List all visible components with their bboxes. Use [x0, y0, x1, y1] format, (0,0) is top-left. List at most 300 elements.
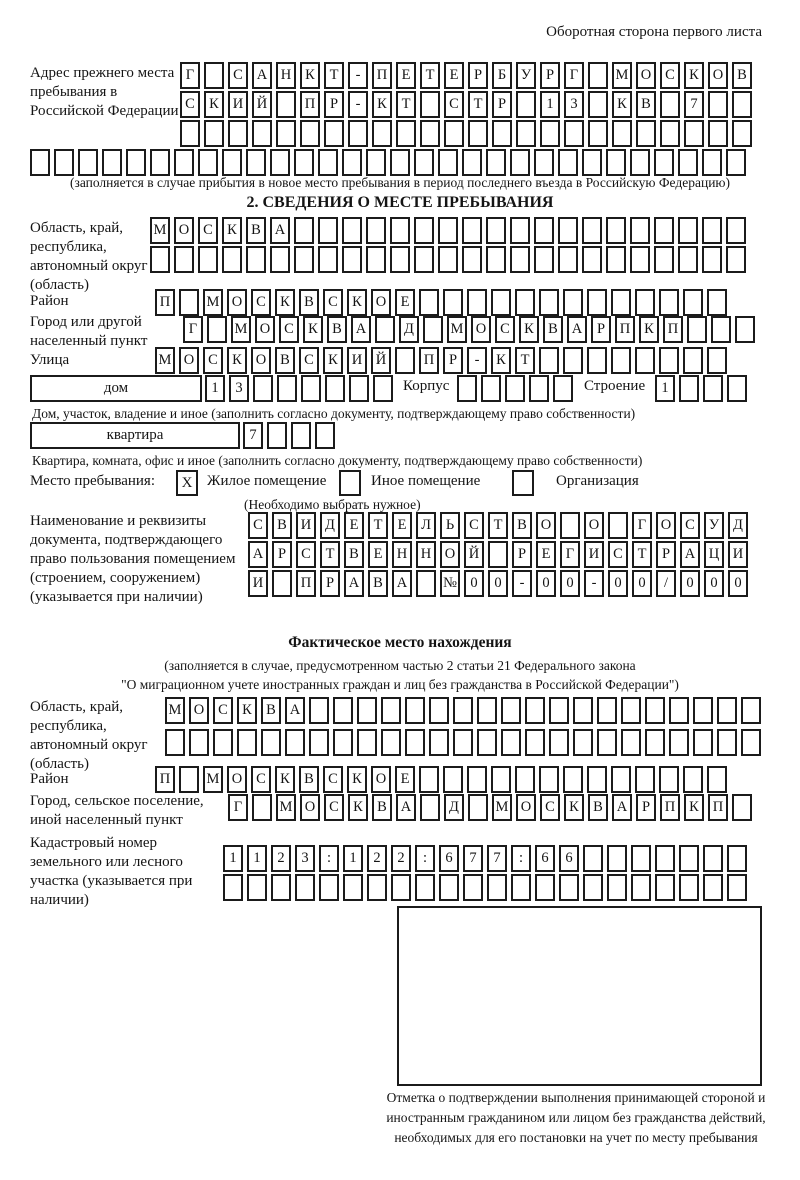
char-box[interactable]	[525, 697, 545, 724]
char-box[interactable]	[540, 120, 560, 147]
char-box[interactable]: П	[708, 794, 728, 821]
char-box[interactable]: -	[348, 91, 368, 118]
char-box[interactable]: В	[299, 289, 319, 316]
char-box[interactable]: Е	[395, 766, 415, 793]
char-box[interactable]	[549, 697, 569, 724]
char-box[interactable]: А	[344, 570, 364, 597]
char-box[interactable]: Т	[468, 91, 488, 118]
char-box[interactable]	[213, 729, 233, 756]
char-box[interactable]: К	[564, 794, 584, 821]
char-box[interactable]: О	[656, 512, 676, 539]
char-box[interactable]: Н	[276, 62, 296, 89]
region-row-2[interactable]	[150, 246, 750, 273]
char-box[interactable]	[318, 246, 338, 273]
char-box[interactable]: И	[248, 570, 268, 597]
char-box[interactable]: М	[150, 217, 170, 244]
char-box[interactable]: К	[684, 62, 704, 89]
char-box[interactable]	[707, 289, 727, 316]
char-box[interactable]: Т	[420, 62, 440, 89]
char-box[interactable]: О	[300, 794, 320, 821]
char-box[interactable]: Р	[492, 91, 512, 118]
char-box[interactable]	[477, 697, 497, 724]
char-box[interactable]	[453, 697, 473, 724]
structure-row[interactable]	[655, 375, 751, 402]
char-box[interactable]: Р	[540, 62, 560, 89]
char-box[interactable]: М	[492, 794, 512, 821]
char-box[interactable]	[391, 874, 411, 901]
char-box[interactable]: Е	[344, 512, 364, 539]
char-box[interactable]: 7	[684, 91, 704, 118]
char-box[interactable]: Д	[399, 316, 419, 343]
char-box[interactable]	[375, 316, 395, 343]
char-box[interactable]	[678, 217, 698, 244]
char-box[interactable]	[732, 794, 752, 821]
building-row[interactable]	[457, 375, 577, 402]
char-box[interactable]	[588, 91, 608, 118]
char-box[interactable]: 3	[295, 845, 315, 872]
char-box[interactable]: :	[415, 845, 435, 872]
char-box[interactable]: С	[444, 91, 464, 118]
char-box[interactable]: О	[174, 217, 194, 244]
char-box[interactable]	[367, 874, 387, 901]
char-box[interactable]: 0	[704, 570, 724, 597]
char-box[interactable]	[511, 874, 531, 901]
char-box[interactable]: В	[275, 347, 295, 374]
char-box[interactable]: У	[516, 62, 536, 89]
char-box[interactable]	[683, 766, 703, 793]
char-box[interactable]	[582, 149, 602, 176]
char-box[interactable]: 6	[559, 845, 579, 872]
char-box[interactable]: С	[495, 316, 515, 343]
char-box[interactable]	[315, 422, 335, 449]
char-box[interactable]	[309, 697, 329, 724]
char-box[interactable]	[597, 697, 617, 724]
char-box[interactable]: Й	[464, 541, 484, 568]
char-box[interactable]	[654, 217, 674, 244]
char-box[interactable]	[419, 289, 439, 316]
char-box[interactable]: 0	[464, 570, 484, 597]
char-box[interactable]: Р	[272, 541, 292, 568]
char-box[interactable]	[707, 766, 727, 793]
char-box[interactable]	[414, 246, 434, 273]
char-box[interactable]	[741, 729, 761, 756]
char-box[interactable]	[621, 729, 641, 756]
char-box[interactable]	[174, 149, 194, 176]
char-box[interactable]: С	[279, 316, 299, 343]
actual-district-row[interactable]	[155, 766, 731, 793]
char-box[interactable]	[207, 316, 227, 343]
char-box[interactable]	[516, 91, 536, 118]
actual-region-row-1[interactable]	[165, 697, 765, 724]
char-box[interactable]	[535, 874, 555, 901]
char-box[interactable]: Г	[564, 62, 584, 89]
char-box[interactable]	[587, 766, 607, 793]
char-box[interactable]	[702, 246, 722, 273]
char-box[interactable]	[741, 697, 761, 724]
char-box[interactable]: М	[155, 347, 175, 374]
char-box[interactable]: -	[348, 62, 368, 89]
char-box[interactable]	[702, 149, 722, 176]
char-box[interactable]	[492, 120, 512, 147]
char-box[interactable]: П	[419, 347, 439, 374]
char-box[interactable]	[606, 217, 626, 244]
char-box[interactable]: В	[272, 512, 292, 539]
char-box[interactable]	[717, 697, 737, 724]
char-box[interactable]	[717, 729, 737, 756]
char-box[interactable]	[501, 729, 521, 756]
char-box[interactable]	[174, 246, 194, 273]
char-box[interactable]	[732, 91, 752, 118]
char-box[interactable]: К	[227, 347, 247, 374]
char-box[interactable]	[301, 375, 321, 402]
char-box[interactable]	[631, 874, 651, 901]
region-row-1[interactable]	[150, 217, 750, 244]
char-box[interactable]: У	[704, 512, 724, 539]
char-box[interactable]: А	[680, 541, 700, 568]
char-box[interactable]	[678, 149, 698, 176]
char-box[interactable]: С	[323, 766, 343, 793]
char-box[interactable]: Р	[656, 541, 676, 568]
char-box[interactable]: Е	[395, 289, 415, 316]
city-row[interactable]	[183, 316, 759, 343]
char-box[interactable]: В	[344, 541, 364, 568]
char-box[interactable]	[726, 217, 746, 244]
char-box[interactable]: К	[204, 91, 224, 118]
char-box[interactable]: С	[299, 347, 319, 374]
char-box[interactable]: :	[511, 845, 531, 872]
char-box[interactable]	[270, 246, 290, 273]
char-box[interactable]	[423, 316, 443, 343]
char-box[interactable]	[420, 794, 440, 821]
char-box[interactable]	[366, 217, 386, 244]
char-box[interactable]	[438, 217, 458, 244]
char-box[interactable]: А	[285, 697, 305, 724]
char-box[interactable]: В	[327, 316, 347, 343]
char-box[interactable]: В	[588, 794, 608, 821]
char-box[interactable]	[655, 874, 675, 901]
char-box[interactable]	[560, 512, 580, 539]
char-box[interactable]	[534, 246, 554, 273]
char-box[interactable]	[573, 697, 593, 724]
char-box[interactable]	[395, 347, 415, 374]
district-row[interactable]	[155, 289, 731, 316]
char-box[interactable]	[558, 217, 578, 244]
char-box[interactable]	[516, 120, 536, 147]
char-box[interactable]: Т	[488, 512, 508, 539]
char-box[interactable]: 1	[540, 91, 560, 118]
char-box[interactable]: О	[536, 512, 556, 539]
char-box[interactable]	[558, 246, 578, 273]
char-box[interactable]: С	[251, 289, 271, 316]
char-box[interactable]: Т	[324, 62, 344, 89]
char-box[interactable]: Т	[632, 541, 652, 568]
char-box[interactable]	[419, 766, 439, 793]
char-box[interactable]	[735, 316, 755, 343]
char-box[interactable]: С	[251, 766, 271, 793]
cadastral-row-2[interactable]	[223, 874, 751, 901]
char-box[interactable]: Д	[320, 512, 340, 539]
char-box[interactable]	[270, 149, 290, 176]
char-box[interactable]	[583, 845, 603, 872]
char-box[interactable]: -	[467, 347, 487, 374]
char-box[interactable]	[420, 91, 440, 118]
char-box[interactable]: Е	[368, 541, 388, 568]
char-box[interactable]	[462, 149, 482, 176]
char-box[interactable]	[198, 149, 218, 176]
char-box[interactable]	[253, 375, 273, 402]
char-box[interactable]: Р	[443, 347, 463, 374]
actual-region-row-2[interactable]	[165, 729, 765, 756]
char-box[interactable]: Г	[632, 512, 652, 539]
char-box[interactable]: О	[516, 794, 536, 821]
char-box[interactable]	[587, 289, 607, 316]
char-box[interactable]: О	[251, 347, 271, 374]
char-box[interactable]	[462, 246, 482, 273]
char-box[interactable]: В	[372, 794, 392, 821]
char-box[interactable]	[438, 246, 458, 273]
char-box[interactable]	[573, 729, 593, 756]
char-box[interactable]	[405, 729, 425, 756]
char-box[interactable]	[510, 149, 530, 176]
char-box[interactable]: В	[732, 62, 752, 89]
char-box[interactable]: Т	[396, 91, 416, 118]
char-box[interactable]	[539, 766, 559, 793]
char-box[interactable]: О	[584, 512, 604, 539]
char-box[interactable]	[416, 570, 436, 597]
char-box[interactable]	[515, 289, 535, 316]
char-box[interactable]: 0	[536, 570, 556, 597]
char-box[interactable]	[564, 120, 584, 147]
char-box[interactable]	[468, 794, 488, 821]
char-box[interactable]: О	[371, 766, 391, 793]
char-box[interactable]	[300, 120, 320, 147]
char-box[interactable]: 0	[608, 570, 628, 597]
char-box[interactable]	[583, 874, 603, 901]
char-box[interactable]: 0	[560, 570, 580, 597]
char-box[interactable]	[703, 375, 723, 402]
char-box[interactable]: Т	[515, 347, 535, 374]
char-box[interactable]	[631, 845, 651, 872]
char-box[interactable]: П	[372, 62, 392, 89]
char-box[interactable]: К	[323, 347, 343, 374]
char-box[interactable]	[204, 62, 224, 89]
char-box[interactable]: Т	[320, 541, 340, 568]
char-box[interactable]	[687, 316, 707, 343]
char-box[interactable]	[486, 217, 506, 244]
char-box[interactable]	[612, 120, 632, 147]
char-box[interactable]	[372, 120, 392, 147]
char-box[interactable]: Д	[444, 794, 464, 821]
char-box[interactable]	[457, 375, 477, 402]
house-number-row[interactable]	[205, 375, 397, 402]
char-box[interactable]	[726, 246, 746, 273]
char-box[interactable]	[582, 217, 602, 244]
prev-address-row-4[interactable]	[30, 149, 750, 176]
char-box[interactable]	[443, 289, 463, 316]
char-box[interactable]	[645, 697, 665, 724]
char-box[interactable]: Р	[591, 316, 611, 343]
char-box[interactable]	[420, 120, 440, 147]
char-box[interactable]	[381, 729, 401, 756]
char-box[interactable]: П	[155, 289, 175, 316]
char-box[interactable]: 2	[391, 845, 411, 872]
char-box[interactable]: С	[198, 217, 218, 244]
char-box[interactable]	[396, 120, 416, 147]
char-box[interactable]: Р	[512, 541, 532, 568]
char-box[interactable]: 1	[247, 845, 267, 872]
char-box[interactable]: М	[165, 697, 185, 724]
char-box[interactable]	[607, 874, 627, 901]
char-box[interactable]: К	[237, 697, 257, 724]
char-box[interactable]	[558, 149, 578, 176]
char-box[interactable]: -	[584, 570, 604, 597]
char-box[interactable]: Г	[560, 541, 580, 568]
char-box[interactable]	[179, 766, 199, 793]
char-box[interactable]	[703, 845, 723, 872]
char-box[interactable]	[342, 246, 362, 273]
char-box[interactable]: Й	[371, 347, 391, 374]
char-box[interactable]: М	[276, 794, 296, 821]
char-box[interactable]	[309, 729, 329, 756]
char-box[interactable]: №	[440, 570, 460, 597]
char-box[interactable]: А	[396, 794, 416, 821]
char-box[interactable]	[222, 246, 242, 273]
char-box[interactable]	[679, 845, 699, 872]
char-box[interactable]	[660, 91, 680, 118]
char-box[interactable]	[342, 149, 362, 176]
char-box[interactable]: 7	[487, 845, 507, 872]
char-box[interactable]	[222, 149, 242, 176]
apartment-row[interactable]	[243, 422, 339, 449]
char-box[interactable]: С	[203, 347, 223, 374]
char-box[interactable]	[204, 120, 224, 147]
char-box[interactable]	[414, 149, 434, 176]
char-box[interactable]	[708, 91, 728, 118]
char-box[interactable]	[678, 246, 698, 273]
char-box[interactable]	[462, 217, 482, 244]
char-box[interactable]	[342, 217, 362, 244]
char-box[interactable]	[150, 246, 170, 273]
char-box[interactable]: О	[440, 541, 460, 568]
char-box[interactable]	[655, 845, 675, 872]
char-box[interactable]: С	[248, 512, 268, 539]
char-box[interactable]	[343, 874, 363, 901]
char-box[interactable]	[357, 697, 377, 724]
char-box[interactable]	[247, 874, 267, 901]
char-box[interactable]	[246, 246, 266, 273]
char-box[interactable]	[659, 289, 679, 316]
char-box[interactable]: А	[612, 794, 632, 821]
char-box[interactable]	[621, 697, 641, 724]
street-row[interactable]	[155, 347, 731, 374]
char-box[interactable]	[487, 874, 507, 901]
char-box[interactable]: О	[371, 289, 391, 316]
char-box[interactable]: 2	[367, 845, 387, 872]
document-row-2[interactable]	[248, 541, 752, 568]
char-box[interactable]	[405, 697, 425, 724]
char-box[interactable]	[588, 62, 608, 89]
char-box[interactable]: П	[615, 316, 635, 343]
char-box[interactable]	[150, 149, 170, 176]
char-box[interactable]: 6	[439, 845, 459, 872]
char-box[interactable]	[693, 697, 713, 724]
char-box[interactable]	[267, 422, 287, 449]
char-box[interactable]: В	[543, 316, 563, 343]
char-box[interactable]	[702, 217, 722, 244]
char-box[interactable]	[559, 874, 579, 901]
char-box[interactable]: К	[348, 794, 368, 821]
char-box[interactable]	[727, 375, 747, 402]
char-box[interactable]	[443, 766, 463, 793]
char-box[interactable]	[684, 120, 704, 147]
char-box[interactable]	[635, 347, 655, 374]
char-box[interactable]	[597, 729, 617, 756]
char-box[interactable]: К	[275, 289, 295, 316]
char-box[interactable]	[726, 149, 746, 176]
char-box[interactable]	[679, 874, 699, 901]
char-box[interactable]: Г	[183, 316, 203, 343]
char-box[interactable]: Г	[180, 62, 200, 89]
char-box[interactable]	[727, 874, 747, 901]
char-box[interactable]	[488, 541, 508, 568]
char-box[interactable]	[606, 246, 626, 273]
char-box[interactable]: 7	[463, 845, 483, 872]
char-box[interactable]: М	[203, 766, 223, 793]
char-box[interactable]	[414, 217, 434, 244]
char-box[interactable]	[683, 289, 703, 316]
char-box[interactable]: К	[222, 217, 242, 244]
char-box[interactable]	[630, 149, 650, 176]
char-box[interactable]: Р	[636, 794, 656, 821]
char-box[interactable]: С	[180, 91, 200, 118]
char-box[interactable]: 6	[535, 845, 555, 872]
char-box[interactable]: П	[660, 794, 680, 821]
char-box[interactable]	[481, 375, 501, 402]
char-box[interactable]: 1	[655, 375, 675, 402]
checkbox-organization[interactable]	[512, 470, 534, 496]
char-box[interactable]: С	[464, 512, 484, 539]
char-box[interactable]	[732, 120, 752, 147]
char-box[interactable]	[381, 697, 401, 724]
char-box[interactable]	[553, 375, 573, 402]
char-box[interactable]: Й	[252, 91, 272, 118]
char-box[interactable]	[607, 845, 627, 872]
char-box[interactable]	[373, 375, 393, 402]
char-box[interactable]: 2	[271, 845, 291, 872]
char-box[interactable]: Е	[392, 512, 412, 539]
char-box[interactable]	[126, 149, 146, 176]
prev-address-row-1[interactable]	[180, 62, 756, 89]
char-box[interactable]: Р	[320, 570, 340, 597]
char-box[interactable]	[276, 91, 296, 118]
char-box[interactable]	[277, 375, 297, 402]
char-box[interactable]: С	[608, 541, 628, 568]
char-box[interactable]	[563, 289, 583, 316]
char-box[interactable]: -	[512, 570, 532, 597]
char-box[interactable]	[390, 149, 410, 176]
char-box[interactable]: О	[189, 697, 209, 724]
char-box[interactable]: С	[296, 541, 316, 568]
char-box[interactable]	[237, 729, 257, 756]
char-box[interactable]: Р	[468, 62, 488, 89]
char-box[interactable]	[539, 347, 559, 374]
char-box[interactable]: М	[612, 62, 632, 89]
cadastral-row-1[interactable]	[223, 845, 751, 872]
char-box[interactable]: В	[246, 217, 266, 244]
char-box[interactable]	[468, 120, 488, 147]
char-box[interactable]	[349, 375, 369, 402]
char-box[interactable]: Е	[536, 541, 556, 568]
